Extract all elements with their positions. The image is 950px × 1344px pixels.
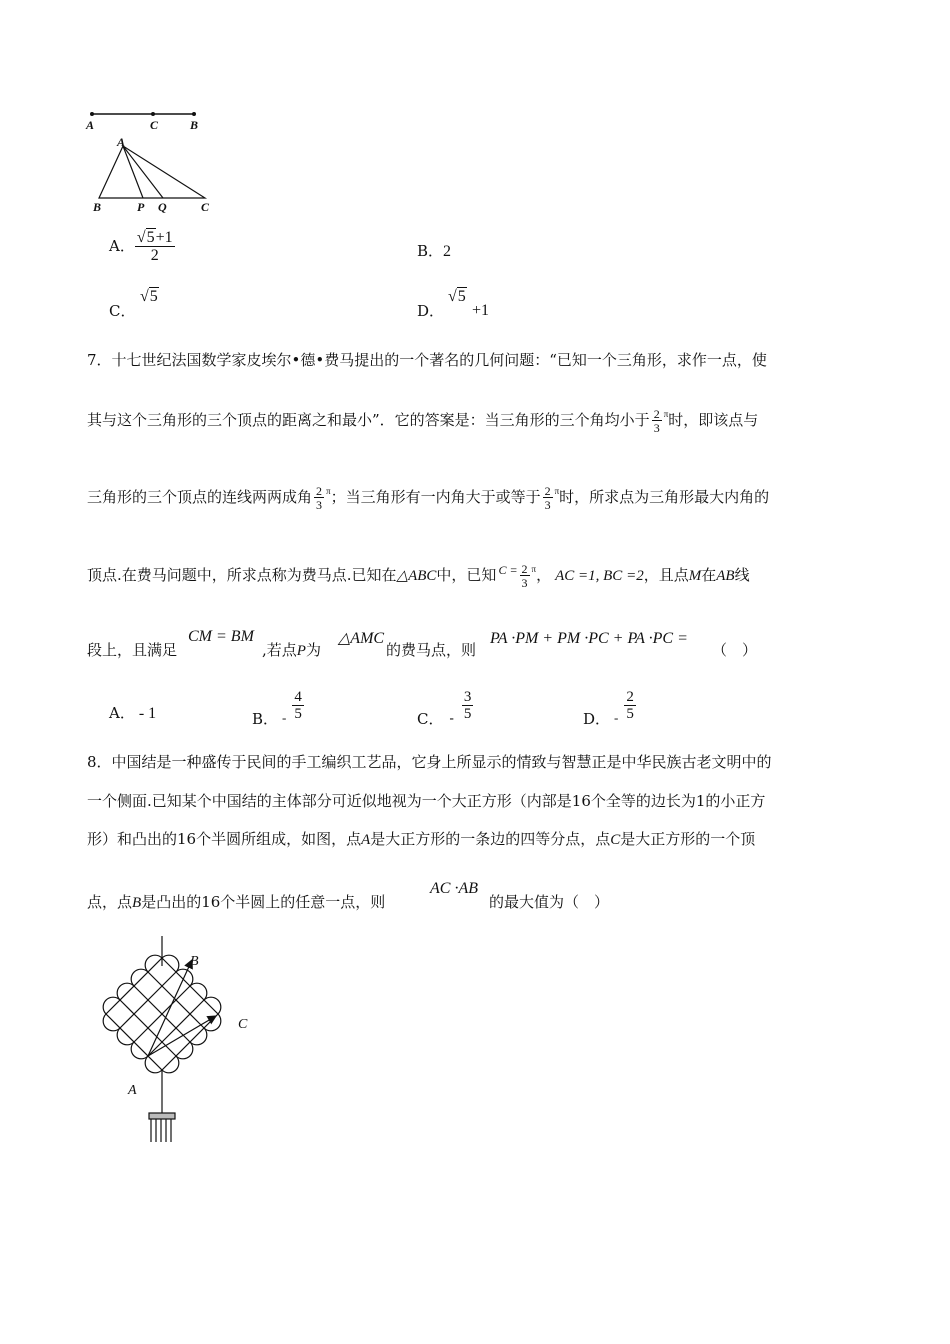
q7-line-5-b: ,若点P为 [262, 641, 321, 659]
triangle-figure [85, 136, 220, 216]
q7-option-c[interactable]: C． - $\frac{3}{5}$ [417, 689, 472, 728]
label-a: A [128, 1083, 137, 1098]
point-b [192, 112, 196, 116]
q8-line-1: 8．中国结是一种盛传于民间的手工编织工艺品，它身上所显示的情致与智慧正是中华民族古老文明中的 [87, 753, 772, 771]
q7-line-3: 三角形的三个顶点的连线两两成角 $\frac{2}{3}$ $^\pi$；当三角形有一内角大于或等于 $\frac{2}{3}$ $^\pi$时，所求点为三角形最大内角的 [87, 484, 770, 512]
q7-line-1: 7．十七世纪法国数学家皮埃尔•德•费马提出的一个著名的几何问题：“已知一个三角形，求作一点，使 [87, 351, 767, 369]
q7-option-b[interactable]: B． - $\frac{4}{5}$ [252, 689, 302, 728]
q7-option-d[interactable]: D． - $\frac{2}{5}$ [583, 689, 634, 728]
label-b: B [93, 200, 102, 214]
tassel-strands [151, 1119, 171, 1142]
two-thirds-pi: $\frac{2}{3}$ [653, 407, 660, 435]
segment-aq [123, 146, 163, 198]
q6-option-d-tail: +1 [472, 302, 490, 319]
side-conditions: AC =1, BC =2 [555, 568, 644, 584]
triangle-abc-text: △ABC [396, 568, 437, 584]
option-a-fraction: $\frac{√5+1}{2}$ [136, 229, 173, 264]
label-q: Q [158, 200, 167, 214]
point-c [151, 112, 155, 116]
q7-line-4: 顶点.在费马问题中，所求点称为费马点.已知在△ABC中，已知 $^{C =}$ $\frac{2}{3}$ $^\pi$， AC =1, BC =2，且点M在AB线 [87, 562, 750, 590]
q7-option-a[interactable]: A． - 1 [109, 704, 157, 722]
segment-ap [123, 146, 143, 198]
segment-figure [80, 108, 210, 138]
q8-line-2: 一个侧面.已知某个中国结的主体部分可近似地视为一个大正方形（内部是16个全等的边长为1的小正方 [87, 792, 766, 810]
label-b: B [190, 118, 199, 132]
q6-option-c[interactable] [109, 302, 135, 320]
q6-option-b[interactable] [417, 242, 451, 261]
label-b: B [190, 954, 199, 969]
option-label: A． [109, 237, 135, 255]
q6-option-a[interactable] [109, 230, 175, 264]
option-b-value: 2 [443, 243, 452, 260]
vector-ab [148, 960, 192, 1056]
q6-option-c-value: √5 [140, 288, 158, 305]
cm-equals-bm: CM = BM [188, 628, 254, 645]
two-thirds-pi: $\frac{2}{3}$ [544, 484, 551, 512]
q8-line-3: 形）和凸出的16个半圆所组成，如图，点A是大正方形的一条边的四等分点，点C是大正方形的一个顶 [87, 830, 756, 848]
label-p: P [137, 200, 145, 214]
q6-option-d[interactable] [417, 302, 444, 320]
q7-line-5-a: 段上，且满足 [87, 641, 178, 659]
label-a: A [117, 135, 126, 149]
point-a [90, 112, 94, 116]
triangle-amc: △AMC [338, 630, 385, 647]
triangle-abc [99, 146, 205, 198]
two-thirds-pi: $\frac{2}{3}$ [316, 484, 323, 512]
label-c: C [238, 1017, 248, 1032]
label-c: C [150, 118, 159, 132]
option-label: C． [109, 302, 136, 320]
option-label: B． [417, 242, 444, 260]
option-label: D． [417, 302, 445, 320]
ac-dot-ab: AC ·AB [430, 880, 478, 897]
q6-option-d-root: √5 [448, 288, 466, 305]
q8-line-4-c: 的最大值为（ ） [489, 893, 610, 911]
q7-line-5-d: 的费马点，则 [386, 641, 477, 659]
label-a: A [86, 118, 95, 132]
fermat-expression: PA ·PM + PM ·PC + PA ·PC = [490, 630, 688, 647]
label-c: C [201, 200, 210, 214]
q8-line-4-a: 点，点B是凸出的16个半圆上的任意一点，则 [87, 893, 386, 911]
chinese-knot-figure [80, 930, 270, 1150]
answer-paren: （ ） [712, 641, 758, 659]
q7-line-2: 其与这个三角形的三个顶点的距离之和最小”．它的答案是：当三角形的三个角均小于 $\frac{2}{3}$ $^\pi$时，即该点与 [87, 407, 759, 435]
angle-c-value: $\frac{2}{3}$ [521, 562, 528, 590]
tassel-cap [149, 1113, 175, 1119]
